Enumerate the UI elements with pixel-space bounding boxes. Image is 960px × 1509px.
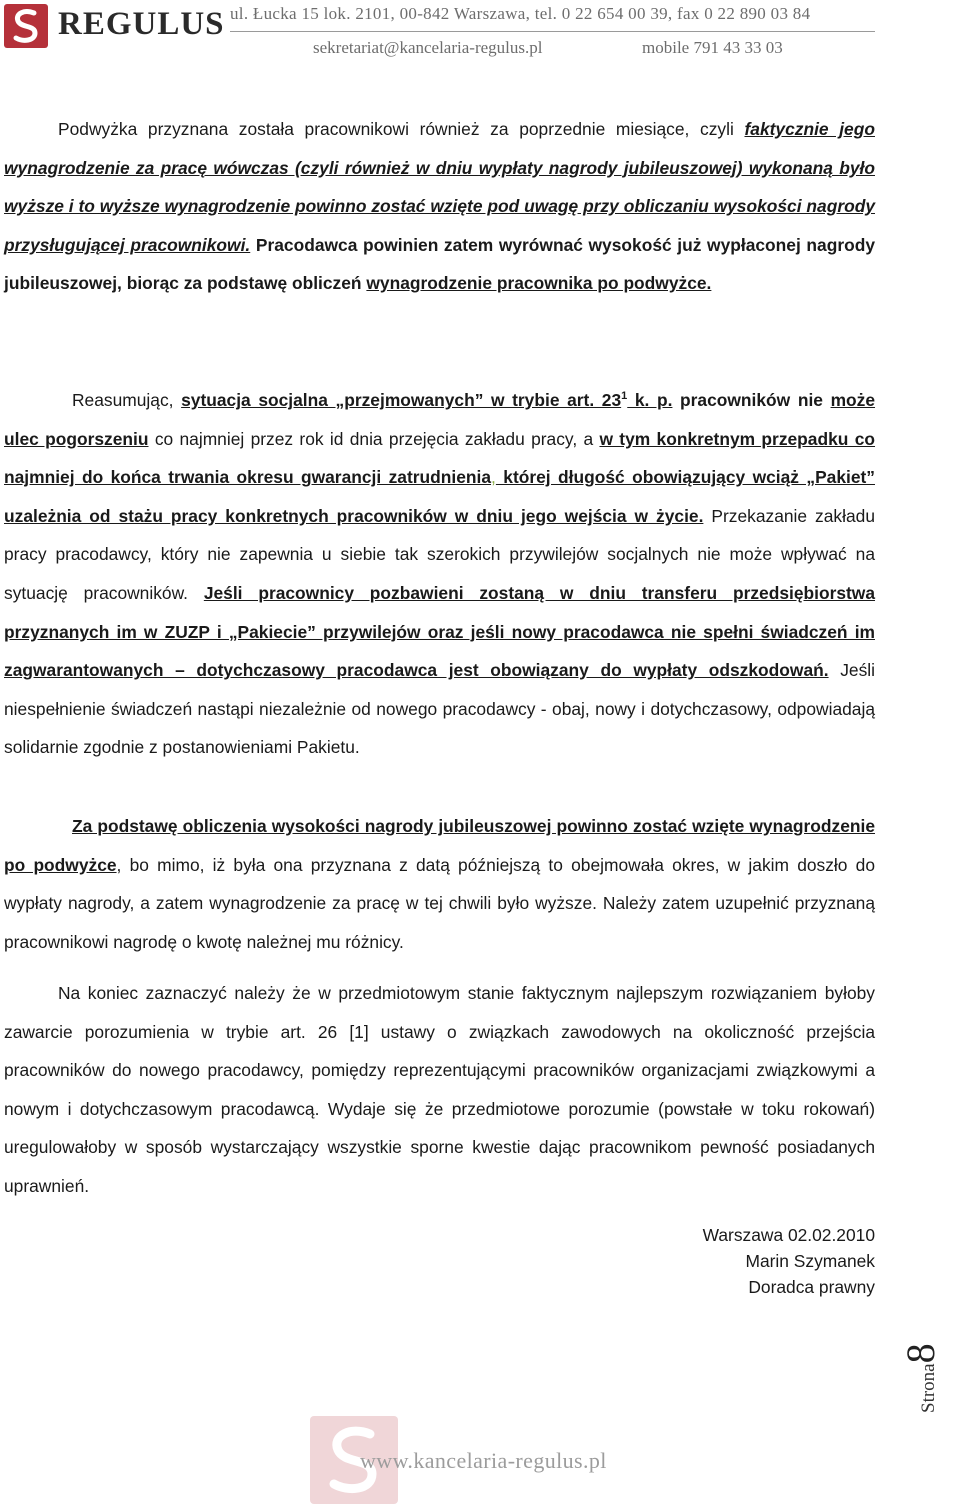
p2-text-2: co najmniej przez rok id dnia przejęcia zakładu pracy, a	[148, 428, 600, 449]
page-number-value: 8	[898, 1343, 943, 1364]
p2-emphasis-4: w tym konkretnym przepadku co najmniej do końca trwania okresu gwarancji zatrudnienia	[4, 428, 876, 488]
p1-emphasis-2: wynagrodzenie pracownika po podwyżce.	[366, 273, 712, 294]
paragraph-1	[4, 110, 875, 303]
signature-block	[575, 1222, 875, 1300]
p2-emphasis-3: może ulec pogorszeniu	[4, 390, 876, 449]
p2-superscript: 1	[621, 390, 628, 403]
page-label: Strona	[918, 1363, 939, 1413]
signature-title: Doradca prawny	[748, 1277, 875, 1297]
p3-text-1: , bo mimo, iż była ona przyznana z datą późniejszą to obejmowała okres, w jakim doszło do wypłaty nagrody, a zatem wynagrodzenie za pracę w tej chwili było wyższe. Należy zatem uzupełnić przyznaną pracownikowi nagrodę o kwotę należnej mu różnicy.	[4, 854, 875, 952]
p1-text-1: Podwyżka przyznana została pracownikowi również za poprzednie miesiące, czyli	[58, 119, 745, 139]
p2-emphasis-2: k. p.	[627, 390, 673, 410]
footer-website-link[interactable]: www.kancelaria-regulus.pl	[360, 1448, 607, 1473]
p1-bold-1: Pracodawca powinien zatem wyrównać wysokość już wypłaconej nagrody jubileuszowej, biorąc za podstawę obliczeń	[4, 234, 876, 294]
brand-name: REGULUS	[58, 6, 225, 42]
p2-emphasis-6: Jeśli pracownicy pozbawieni zostaną w dniu transferu przedsiębiorstwa przyznanych im w ZUZP i „Pakiecie” przywilejów oraz jeśli nowy pracodawca nie spełni świadczeń im zagwarantowanych – dotychczasowy pracodawca jest obowiązany do wypłaty odszkodowań.	[4, 582, 876, 681]
page-number	[897, 1293, 941, 1413]
p3-emphasis-1: Za podstawę obliczenia wysokości nagrody jubileuszowej powinno zostać wzięte wynagrodzenie po podwyżce	[4, 816, 875, 875]
contact-mobile: mobile 791 43 33 03	[642, 38, 783, 57]
p2-emphasis-1: sytuacja socjalna „przejmowanych” w trybie art. 23	[181, 390, 622, 410]
signature-name: Marin Szymanek	[745, 1251, 875, 1271]
p2-emphasis-5: której długość obowiązujący wciąż „Pakiet” uzależnia od stażu pracy konkretnych pracowników w dniu jego wejścia w życie.	[4, 467, 875, 526]
p2-text-4: Jeśli niespełnienie świadczeń nastąpi niezależnie od nowego pracodawcy - obaj, nowy i dotychczasowy, odpowiadają solidarnie zgodnie z postanowieniami Pakietu.	[4, 660, 875, 758]
p1-emphasis-1: faktycznie jego wynagrodzenie za pracę wówczas (czyli również w dniu wypłaty nagrody jubileuszowej) wykonaną było wyższe i to wyższe wynagrodzenie powinno zostać wzięte pod uwagę przy obliczaniu wysokości nagrody przysługującej pracownikowi.	[4, 119, 875, 255]
regulus-logo-icon	[4, 4, 48, 48]
p2-green-comma: ,	[491, 467, 496, 488]
paragraph-3	[4, 807, 875, 961]
p4-text-1: Na koniec zaznaczyć należy że w przedmiotowym stanie faktycznym najlepszym rozwiązaniem byłoby zawarcie porozumienia w trybie art. 26 [1] ustawy o związkach zawodowych na okoliczność przejścia pracowników do nowego pracodawcy, pomiędzy reprezentującymi pracowników organizacjami związkowymi a nowym i dotychczasowym pracodawcą. Wydaje się że przedmiotowe porozumie (powstałe w toku rokowań) uregulowałoby w sposób wystarczający wszystkie sporne kwestie dając pracownikom pewność posiadanych uprawnień.	[4, 983, 875, 1196]
letterhead	[0, 0, 960, 70]
address-line: ul. Łucka 15 lok. 2101, 00-842 Warszawa, tel. 0 22 654 00 39, fax 0 22 890 03 84	[230, 4, 811, 23]
p2-text-1: Reasumując,	[72, 390, 182, 410]
p2-bold-1: pracowników nie	[672, 390, 831, 410]
contact-email[interactable]: sekretariat@kancelaria-regulus.pl	[313, 38, 543, 57]
paragraph-2	[4, 381, 875, 767]
p2-text-3: Przekazanie zakładu pracy pracodawcy, który nie zapewnia u siebie tak szerokich przywilejów socjalnych nie może wpływać na sytuację pracowników.	[4, 505, 875, 603]
paragraph-4	[4, 974, 875, 1206]
header-divider	[230, 31, 875, 32]
signature-place-date: Warszawa 02.02.2010	[702, 1225, 875, 1245]
